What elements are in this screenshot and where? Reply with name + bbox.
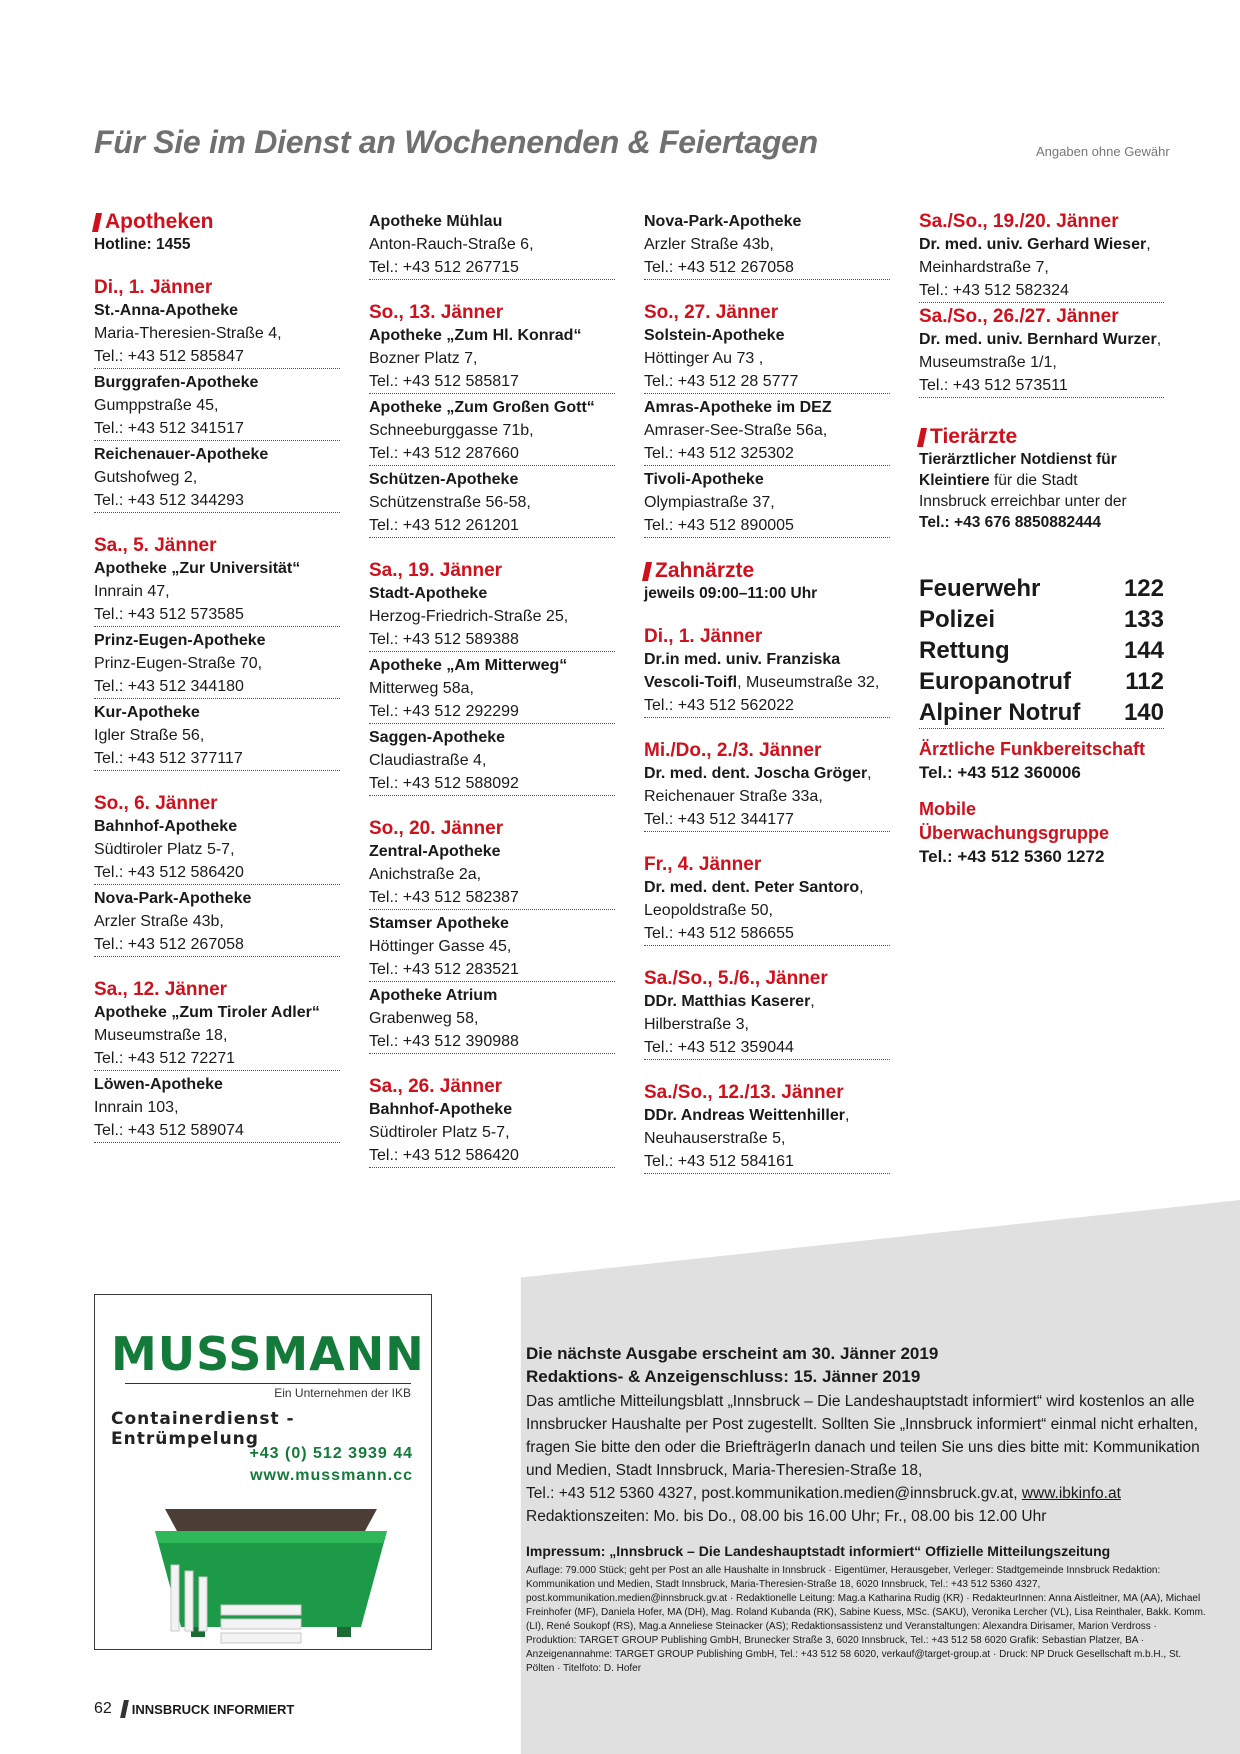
pharmacy-name: Nova-Park-Apotheke	[644, 213, 802, 230]
dentist-address: , Museumstraße 32,	[737, 674, 880, 691]
pharmacy-address: Südtiroler Platz 5-7,	[94, 841, 235, 858]
pharmacy-tel: Tel.: +43 512 267058	[94, 933, 340, 957]
dentist-entry	[919, 233, 1164, 304]
dentist-tel: Tel.: +43 512 359044	[644, 1036, 890, 1060]
dentist-group	[644, 625, 890, 719]
impressum-title: Impressum: „Innsbruck – Die Landeshauptstadt informiert“ Offizielle Mitteilungszeitung	[526, 1543, 1111, 1559]
dentist-line: Dr. med. univ. Gerhard Wieser,	[919, 236, 1151, 253]
day-heading: Di., 1. Jänner	[644, 626, 763, 647]
pharmacy-name: Apotheke Atrium	[369, 987, 498, 1004]
pharmacy-entry	[94, 1073, 340, 1144]
mussmann-ad[interactable]	[94, 1294, 432, 1650]
dentist-entry	[644, 990, 890, 1061]
dentist-group	[644, 1081, 890, 1175]
pharmacy-tel: Tel.: +43 512 588092	[369, 772, 615, 796]
pharmacy-address: Claudiastraße 4,	[369, 752, 487, 769]
pharmacy-entry	[94, 443, 340, 514]
day-heading: So., 13. Jänner	[369, 302, 504, 323]
footer	[94, 1700, 294, 1718]
day-heading: Sa., 26. Jänner	[369, 1076, 503, 1097]
pharmacy-address: Prinz-Eugen-Straße 70,	[94, 655, 263, 672]
pharmacy-name: Reichenauer-Apotheke	[94, 446, 269, 463]
pharmacy-tel: Tel.: +43 512 344293	[94, 489, 340, 513]
pharmacy-tel: Tel.: +43 512 585817	[369, 370, 615, 394]
day-heading: Sa./So., 19./20. Jänner	[919, 211, 1119, 232]
pharmacy-entry	[94, 887, 340, 958]
pharmacy-name: Apotheke Mühlau	[369, 213, 503, 230]
pharmacy-tel: Tel.: +43 512 267058	[644, 256, 890, 280]
apotheken-list-3	[644, 210, 890, 539]
pharmacy-name: Solstein-Apotheke	[644, 327, 785, 344]
pharmacy-entry	[369, 396, 615, 467]
day-heading: Di., 1. Jänner	[94, 277, 213, 298]
pharmacy-tel: Tel.: +43 512 344180	[94, 675, 340, 699]
pharmacy-address: Igler Straße 56,	[94, 727, 205, 744]
pharmacy-address: Höttinger Au 73 ,	[644, 350, 764, 367]
dentist-address: Meinhardstraße 7,	[919, 259, 1049, 276]
slash-icon	[642, 562, 652, 581]
day-heading: Sa., 5. Jänner	[94, 535, 217, 556]
pharmacy-name: Amras-Apotheke im DEZ	[644, 399, 832, 416]
pharmacy-tel: Tel.: +43 512 287660	[369, 442, 615, 466]
deadline: Redaktions- & Anzeigenschluss: 15. Jänner 2019	[526, 1367, 921, 1386]
disclaimer: Angaben ohne Gewähr	[1036, 144, 1170, 159]
dentist-tel: Tel.: +43 512 586655	[644, 922, 890, 946]
pharmacy-address: Mitterweg 58a,	[369, 680, 474, 697]
day-group	[369, 817, 615, 1055]
emergency-label: Feuerwehr	[919, 575, 1041, 602]
pharmacy-tel: Tel.: +43 512 28 5777	[644, 370, 890, 394]
dentist-name: Dr.in med. univ. Franziska	[644, 651, 841, 668]
slash-icon	[917, 428, 927, 447]
emergency-row	[919, 666, 1164, 697]
day-group	[369, 301, 615, 539]
day-heading: Sa., 12. Jänner	[94, 979, 228, 1000]
pharmacy-address: Maria-Theresien-Straße 4,	[94, 325, 282, 342]
pharmacy-entry	[369, 210, 615, 281]
pharmacy-address: Innrain 47,	[94, 583, 170, 600]
emergency-row	[919, 604, 1164, 635]
page-number: 62	[94, 1700, 112, 1717]
impressum-text: Auflage: 79.000 Stück; geht per Post an alle Haushalte in Innsbruck · Eigentümer, Herausgeber, Verleger: Stadtgemeinde Innsbruck Redaktion: Kommunikation und Medien, Stadt Innsbruck, Maria-Theresien-Straße 18, 6020 Innsbruck, Tel.: +43 512 5360 4327, post.kommunikation.medien@innsbruck.gv.at · Redaktionelle Leitung: Mag.a Katharina Rudig (KR) · RedakteurInnen: Anna Aistleitner, MA (AA), Michael Freinhofer (MF), Daniela Hofer, MA (DH), Mag. Roland Kubanda (RK), Sabine Kuess, MSc. (SAKU), Veronika Lercher (VL), Lisa Reinthaler, Bakk. Komm. (LI), René Soukopf (RS), Mag.a Anneliese Steinacker (AS); Redaktionsassistenz und Veranstaltungen: Alexandra Dirisamer, Marion Verdross · Produktion: TARGET GROUP Publishing GmbH, Brunecker Straße 3, 6020 Innsbruck, Tel.: +43 512 58 6020 Grafik: Sebastian Platzer, BA · Anzeigenannahme: TARGET GROUP Publishing GmbH, Tel.: +43 512 58 6020, verkauf@target-group.at · Druck: NP Druck Gesellschaft m.b.H., St. Pölten · Titelfoto: D. Hofer	[526, 1565, 1206, 1674]
emergency-label: Polizei	[919, 606, 996, 633]
section-zahnaerzte: Zahnärzte	[644, 559, 890, 583]
pharmacy-address: Gutshofweg 2,	[94, 469, 198, 486]
pharmacy-tel: Tel.: +43 512 589074	[94, 1119, 340, 1143]
pharmacy-address: Bozner Platz 7,	[369, 350, 478, 367]
dentist-name: DDr. Andreas Weittenhiller	[644, 1107, 845, 1124]
pharmacy-name: Nova-Park-Apotheke	[94, 890, 252, 907]
dentist-tel: Tel.: +43 512 582324	[919, 279, 1164, 303]
pharmacy-name: Apotheke „Zum Tiroler Adler“	[94, 1004, 320, 1021]
page-title: Für Sie im Dienst an Wochenenden & Feiertagen	[94, 124, 818, 160]
dentist-name: DDr. Matthias Kaserer	[644, 993, 811, 1010]
column-2	[369, 210, 615, 1189]
day-heading: Mi./Do., 2./3. Jänner	[644, 740, 822, 761]
pharmacy-entry	[369, 1098, 615, 1169]
pharmacy-entry	[644, 468, 890, 539]
dentist-line: Dr. med. dent. Peter Santoro,	[644, 879, 864, 896]
mussmann-logo: MUSSMANN	[111, 1327, 425, 1381]
section-apotheken: Apotheken	[94, 210, 340, 234]
pharmacy-tel: Tel.: +43 512 325302	[644, 442, 890, 466]
ad-tagline: Ein Unternehmen der IKB	[125, 1383, 411, 1400]
day-group	[94, 276, 340, 514]
dentist-entry	[644, 1104, 890, 1175]
mobil-title: Mobile Überwachungsgruppe	[919, 799, 1110, 843]
dentist-name: Dr. med. univ. Gerhard Wieser	[919, 236, 1147, 253]
pharmacy-address: Südtiroler Platz 5-7,	[369, 1124, 510, 1141]
pharmacy-name: Stadt-Apotheke	[369, 585, 488, 602]
pharmacy-name: Burggrafen-Apotheke	[94, 374, 259, 391]
dentist-name-2	[644, 671, 890, 694]
pharmacy-entry	[644, 396, 890, 467]
dentist-tel: Tel.: +43 512 344177	[644, 808, 890, 832]
dentist-entry	[644, 762, 890, 833]
pharmacy-address: Arzler Straße 43b,	[94, 913, 224, 930]
pharmacy-entry	[369, 654, 615, 725]
section-tieraerzte: Tierärzte	[919, 425, 1164, 449]
day-heading: Fr., 4. Jänner	[644, 854, 762, 875]
emergency-row	[919, 635, 1164, 666]
info-block	[526, 1342, 1206, 1676]
day-group	[369, 1075, 615, 1169]
ad-service: Containerdienst - Entrümpelung	[111, 1409, 295, 1449]
dentist-group	[644, 967, 890, 1061]
emergency-number: 144	[1123, 637, 1164, 664]
pharmacy-tel: Tel.: +43 512 586420	[94, 861, 340, 885]
emergency-number: 122	[1123, 575, 1164, 602]
pharmacy-name: Saggen-Apotheke	[369, 729, 506, 746]
column-3	[644, 210, 890, 1195]
day-heading: So., 6. Jänner	[94, 793, 218, 814]
slash-icon	[92, 213, 102, 232]
pharmacy-tel: Tel.: +43 512 573585	[94, 603, 340, 627]
day-group	[94, 534, 340, 772]
pharmacy-entry	[94, 299, 340, 370]
day-heading: Sa., 19. Jänner	[369, 560, 503, 581]
pharmacy-entry	[94, 629, 340, 700]
pharmacy-tel: Tel.: +43 512 890005	[644, 514, 890, 538]
pharmacy-entry	[94, 815, 340, 886]
dentist-entry	[644, 876, 890, 947]
pharmacy-name: St.-Anna-Apotheke	[94, 302, 238, 319]
pharmacy-name: Bahnhof-Apotheke	[369, 1101, 513, 1118]
apotheken-list-2	[369, 210, 615, 1169]
dentist-line: DDr. Andreas Weittenhiller,	[644, 1107, 850, 1124]
funk-title: Ärztliche Funkbereitschaft	[919, 739, 1146, 759]
dentist-surname: Vescoli-Toifl	[644, 674, 738, 691]
column-4	[919, 210, 1164, 869]
pharmacy-entry	[369, 468, 615, 539]
dentist-group	[919, 305, 1164, 399]
dentist-group	[919, 210, 1164, 304]
footer-label: INNSBRUCK INFORMIERT	[131, 1701, 295, 1717]
day-group	[94, 978, 340, 1144]
pharmacy-name: Stamser Apotheke	[369, 915, 509, 932]
dentist-tel: Tel.: +43 512 562022	[644, 694, 890, 718]
emergency-label: Alpiner Notruf	[919, 699, 1081, 726]
emergency-row	[919, 573, 1164, 604]
pharmacy-entry	[369, 840, 615, 911]
pharmacy-entry	[94, 371, 340, 442]
pharmacy-address: Museumstraße 18,	[94, 1027, 228, 1044]
pharmacy-entry	[369, 726, 615, 797]
pharmacy-tel: Tel.: +43 512 341517	[94, 417, 340, 441]
dentist-group	[644, 853, 890, 947]
dentist-line: Dr. med. dent. Joscha Gröger,	[644, 765, 872, 782]
pharmacy-entry	[644, 324, 890, 395]
pharmacy-address: Olympiastraße 37,	[644, 494, 775, 511]
pharmacy-name: Tivoli-Apotheke	[644, 471, 764, 488]
pharmacy-name: Zentral-Apotheke	[369, 843, 501, 860]
pharmacy-address: Innrain 103,	[94, 1099, 179, 1116]
dentist-name: Dr. med. univ. Bernhard Wurzer	[919, 331, 1157, 348]
pharmacy-name: Schützen-Apotheke	[369, 471, 519, 488]
pharmacy-address: Amraser-See-Straße 56a,	[644, 422, 828, 439]
pharmacy-address: Höttinger Gasse 45,	[369, 938, 512, 955]
ibkinfo-link[interactable]: www.ibkinfo.at	[1021, 1485, 1121, 1502]
dentist-tel: Tel.: +43 512 584161	[644, 1150, 890, 1174]
dentist-group	[644, 739, 890, 833]
pharmacy-address: Schützenstraße 56-58,	[369, 494, 531, 511]
pharmacy-name: Apotheke „Zum Großen Gott“	[369, 399, 595, 416]
container-icon	[151, 1495, 391, 1645]
pharmacy-address: Schneeburggasse 71b,	[369, 422, 534, 439]
pharmacy-entry	[94, 557, 340, 628]
pharmacy-address: Arzler Straße 43b,	[644, 236, 774, 253]
tieraerzte-text: Tierärztlicher Notdienst für Kleintiere für die Stadt Innsbruck erreichbar unter der Tel.: +43 676 8850882444	[919, 451, 1127, 531]
pharmacy-entry	[369, 324, 615, 395]
dentist-address: Neuhauserstraße 5,	[644, 1130, 786, 1147]
pharmacy-tel: Tel.: +43 512 267715	[369, 256, 615, 280]
dentist-address: Museumstraße 1/1,	[919, 354, 1057, 371]
slash-icon	[120, 1700, 129, 1718]
dentist-line: DDr. Matthias Kaserer,	[644, 993, 815, 1010]
pharmacy-tel: Tel.: +43 512 586420	[369, 1144, 615, 1168]
column-1	[94, 210, 340, 1164]
pharmacy-tel: Tel.: +43 512 283521	[369, 958, 615, 982]
pharmacy-entry	[369, 912, 615, 983]
zahnaerzte-list	[644, 625, 890, 1175]
pharmacy-tel: Tel.: +43 512 585847	[94, 345, 340, 369]
dentist-address: Leopoldstraße 50,	[644, 902, 773, 919]
dentist-tel: Tel.: +43 512 573511	[919, 374, 1164, 398]
pharmacy-tel: Tel.: +43 512 589388	[369, 628, 615, 652]
dentist-address: Hilberstraße 3,	[644, 1016, 749, 1033]
pharmacy-name: Apotheke „Zur Universität“	[94, 560, 301, 577]
day-heading: Sa./So., 5./6., Jänner	[644, 968, 828, 989]
pharmacy-name: Apotheke „Am Mitterweg“	[369, 657, 568, 674]
emergency-number: 112	[1125, 668, 1164, 695]
day-heading: Sa./So., 12./13. Jänner	[644, 1082, 844, 1103]
pharmacy-tel: Tel.: +43 512 261201	[369, 514, 615, 538]
day-group	[94, 792, 340, 958]
apotheken-list-1	[94, 276, 340, 1144]
pharmacy-address: Grabenweg 58,	[369, 1010, 479, 1027]
pharmacy-name: Kur-Apotheke	[94, 704, 200, 721]
pharmacy-entry	[369, 582, 615, 653]
pharmacy-tel: Tel.: +43 512 292299	[369, 700, 615, 724]
dentist-line: Dr. med. univ. Bernhard Wurzer,	[919, 331, 1162, 348]
day-group	[369, 210, 615, 281]
pharmacy-name: Prinz-Eugen-Apotheke	[94, 632, 266, 649]
hotline: Hotline: 1455	[94, 236, 191, 253]
emergency-label: Rettung	[919, 637, 1010, 664]
emergency-numbers	[919, 573, 1164, 729]
pharmacy-address: Anton-Rauch-Straße 6,	[369, 236, 534, 253]
day-heading: So., 27. Jänner	[644, 302, 779, 323]
dentist-name: Dr. med. dent. Joscha Gröger	[644, 765, 868, 782]
pharmacy-entry	[94, 701, 340, 772]
emergency-number: 140	[1123, 699, 1164, 726]
pharmacy-entry	[369, 984, 615, 1055]
emergency-number: 133	[1123, 606, 1164, 633]
pharmacy-name: Löwen-Apotheke	[94, 1076, 223, 1093]
dentist-address: Reichenauer Straße 33a,	[644, 788, 823, 805]
ad-web[interactable]: www.mussmann.cc	[250, 1467, 413, 1484]
pharmacy-entry	[644, 210, 890, 281]
dentist-entry	[919, 328, 1164, 399]
pharmacy-tel: Tel.: +43 512 390988	[369, 1030, 615, 1054]
pharmacy-name: Apotheke „Zum Hl. Konrad“	[369, 327, 582, 344]
emergency-label: Europanotruf	[919, 668, 1071, 695]
day-group	[369, 559, 615, 797]
day-group	[644, 301, 890, 539]
pharmacy-address: Herzog-Friedrich-Straße 25,	[369, 608, 569, 625]
funk-tel: Tel.: +43 512 360006	[919, 763, 1081, 782]
pharmacy-name: Bahnhof-Apotheke	[94, 818, 238, 835]
day-group	[644, 210, 890, 281]
pharmacy-tel: Tel.: +43 512 582387	[369, 886, 615, 910]
info-body: Das amtliche Mitteilungsblatt „Innsbruck – Die Landeshauptstadt informiert“ wird kostenlos an alle Innsbrucker Haushalte per Post zugestellt. Sollten Sie „Innsbruck informiert“ einmal nicht erhalten, fragen Sie bitte den oder die BriefträgerIn danach und teilen Sie uns dies bitte mit: Kommunikation und Medien, Stadt Innsbruck, Maria-Theresien-Straße 18, Tel.: +43 512 5360 4327, post.kommunikation.medien@innsbruck.gv.at, www.ibkinfo.at Redaktionszeiten: Mo. bis Do., 08.00 bis 16.00 Uhr; Fr., 08.00 bis 12.00 Uhr	[526, 1393, 1200, 1525]
dentist-entry	[644, 648, 890, 719]
ad-phone: +43 (0) 512 3939 44	[249, 1445, 413, 1462]
day-heading: So., 20. Jänner	[369, 818, 504, 839]
next-issue: Die nächste Ausgabe erscheint am 30. Jänner 2019	[526, 1344, 939, 1363]
mobil-tel: Tel.: +43 512 5360 1272	[919, 847, 1105, 866]
zahnaerzte-hours: jeweils 09:00–11:00 Uhr	[644, 585, 818, 602]
dentist-name: Dr. med. dent. Peter Santoro	[644, 879, 860, 896]
pharmacy-tel: Tel.: +43 512 377117	[94, 747, 340, 771]
pharmacy-tel: Tel.: +43 512 72271	[94, 1047, 340, 1071]
pharmacy-address: Gumppstraße 45,	[94, 397, 219, 414]
pharmacy-address: Anichstraße 2a,	[369, 866, 482, 883]
pharmacy-entry	[94, 1001, 340, 1072]
zahnaerzte-list-2	[919, 210, 1164, 399]
day-heading: Sa./So., 26./27. Jänner	[919, 306, 1119, 327]
emergency-row	[919, 697, 1164, 729]
